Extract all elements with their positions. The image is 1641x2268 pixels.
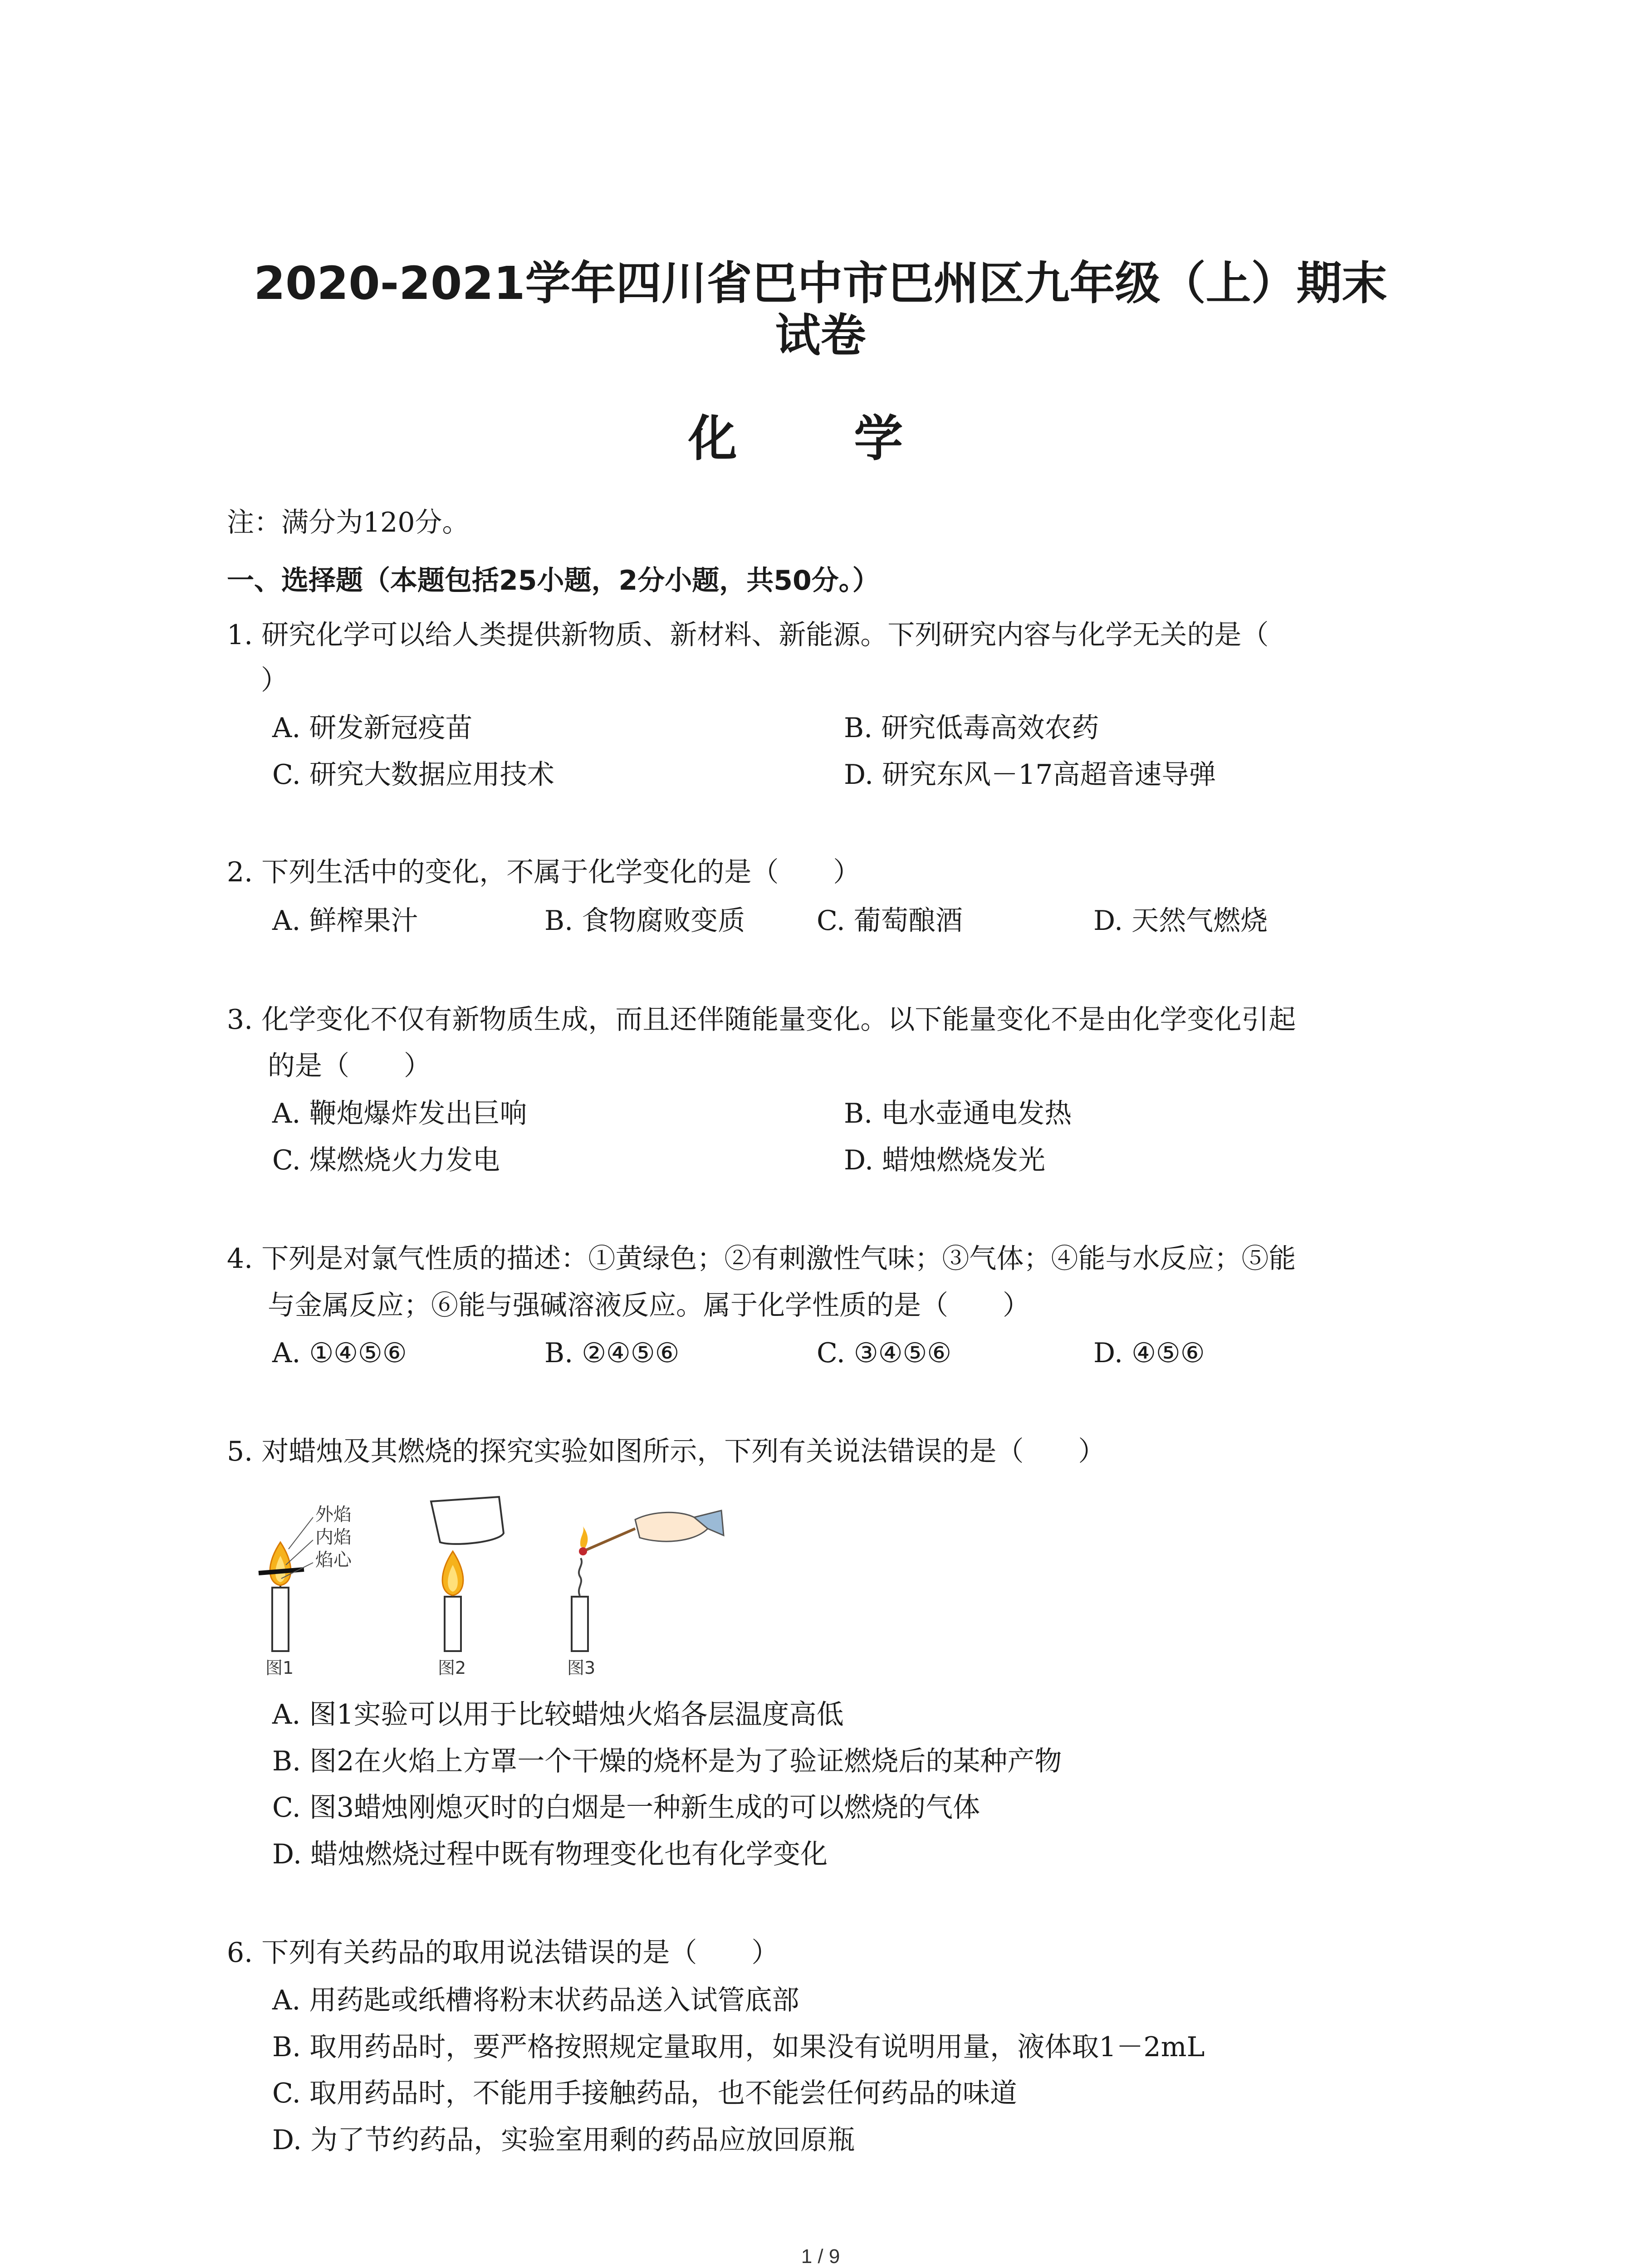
label-outer-flame: 外焰 xyxy=(315,1504,352,1525)
label-flame-core: 焰心 xyxy=(315,1549,352,1570)
q6-option-a: A. 用药匙或纸槽将粉末状药品送入试管底部 xyxy=(272,1984,799,2016)
q1-stem-line2: ） xyxy=(261,665,288,696)
q5-option-d: D. 蜡烛燃烧过程中既有物理变化也有化学变化 xyxy=(272,1838,828,1870)
q3-stem-line2: 的是（ ） xyxy=(268,1050,431,1082)
q1-option-c: C. 研究大数据应用技术 xyxy=(272,759,554,791)
q2-option-c: C. 葡萄酿酒 xyxy=(817,905,963,937)
q6-option-c: C. 取用药品时，不能用手接触药品，也不能尝任何药品的味道 xyxy=(272,2077,1017,2109)
q3-option-a: A. 鞭炮爆炸发出巨响 xyxy=(272,1098,527,1129)
label-fig1: 图1 xyxy=(265,1658,294,1678)
q2-option-b: B. 食物腐败变质 xyxy=(544,905,745,937)
label-inner-flame: 内焰 xyxy=(315,1527,352,1548)
q3-option-b: B. 电水壶通电发热 xyxy=(844,1098,1072,1129)
q2-option-a: A. 鲜榨果汁 xyxy=(272,905,418,937)
exam-title-line2: 试卷 xyxy=(775,309,866,362)
q3-option-d: D. 蜡烛燃烧发光 xyxy=(844,1144,1046,1176)
label-fig2: 图2 xyxy=(438,1658,466,1678)
q4-stem-line2: 与金属反应；⑥能与强碱溶液反应。属于化学性质的是（ ） xyxy=(268,1290,1030,1321)
candle-experiment-figure xyxy=(245,1492,726,1683)
q4-option-d: D. ④⑤⑥ xyxy=(1093,1337,1205,1369)
q1-option-b: B. 研究低毒高效农药 xyxy=(844,712,1099,744)
q6-option-d: D. 为了节约药品，实验室用剩的药品应放回原瓶 xyxy=(272,2124,855,2156)
score-note: 注：满分为120分。 xyxy=(227,507,470,538)
q4-option-c: C. ③④⑤⑥ xyxy=(817,1337,952,1369)
q5-option-a: A. 图1实验可以用于比较蜡烛火焰各层温度高低 xyxy=(272,1699,844,1730)
q1-option-a: A. 研发新冠疫苗 xyxy=(272,712,473,744)
exam-title-line1: 2020-2021学年四川省巴中市巴州区九年级（上）期末 xyxy=(254,257,1387,310)
q5-option-c: C. 图3蜡烛刚熄灭时的白烟是一种新生成的可以燃烧的气体 xyxy=(272,1792,980,1823)
q6-option-b: B. 取用药品时，要严格按照规定量取用，如果没有说明用量，液体取1－2mL xyxy=(272,2031,1205,2063)
section-header: 一、选择题（本题包括25小题，2分小题，共50分。） xyxy=(227,565,880,596)
q3-option-c: C. 煤燃烧火力发电 xyxy=(272,1144,500,1176)
subject-title: 化 学 xyxy=(688,411,953,467)
q6-stem: 6. 下列有关药品的取用说法错误的是（ ） xyxy=(227,1937,779,1969)
q5-option-b: B. 图2在火焰上方罩一个干燥的烧杯是为了验证燃烧后的某种产物 xyxy=(272,1745,1062,1777)
q4-option-b: B. ②④⑤⑥ xyxy=(544,1337,680,1369)
q4-stem-line1: 4. 下列是对氯气性质的描述：①黄绿色；②有刺激性气味；③气体；④能与水反应；⑤能 xyxy=(227,1243,1296,1275)
q5-stem: 5. 对蜡烛及其燃烧的探究实验如图所示，下列有关说法错误的是（ ） xyxy=(227,1436,1106,1467)
q3-stem-line1: 3. 化学变化不仅有新物质生成，而且还伴随能量变化。以下能量变化不是由化学变化引起 xyxy=(227,1004,1296,1036)
q1-option-d: D. 研究东风－17高超音速导弹 xyxy=(844,759,1216,791)
q4-option-a: A. ①④⑤⑥ xyxy=(272,1337,407,1369)
figure1-candle xyxy=(259,1517,313,1651)
q2-option-d: D. 天然气燃烧 xyxy=(1093,905,1268,937)
page-number: 1 / 9 xyxy=(801,2245,840,2268)
figure3-candle-with-match xyxy=(572,1510,724,1651)
label-fig3: 图3 xyxy=(567,1658,596,1678)
q1-stem-line1: 1. 研究化学可以给人类提供新物质、新材料、新能源。下列研究内容与化学无关的是（ xyxy=(227,619,1269,651)
q2-stem: 2. 下列生活中的变化，不属于化学变化的是（ ） xyxy=(227,856,861,888)
figure2-candle-with-beaker xyxy=(431,1497,504,1651)
